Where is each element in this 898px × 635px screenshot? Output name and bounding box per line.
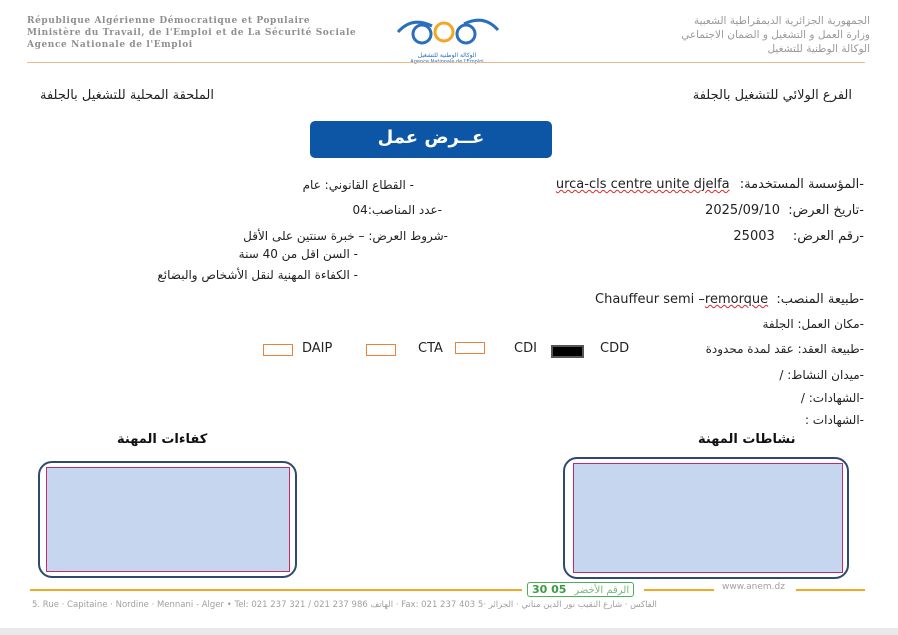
conditions-line3: - الكفاءة المهنية لنقل الأشخاص والبضائع [157, 268, 358, 282]
footer-rule-mid [644, 589, 714, 591]
header-divider [27, 62, 865, 63]
position-value-a: Chauffeur semi – [595, 292, 705, 307]
employer-label: -المؤسسة المستخدمة: [739, 177, 864, 192]
header-ar-line2: وزارة العمل و التشغيل و الضمان الاجتماعي [681, 29, 870, 41]
header-fr-line3: Agence Nationale de l'Emploi [27, 40, 193, 50]
certificates-field-2: -الشهادات : [804, 413, 864, 427]
employer-row [556, 177, 864, 192]
footer-rule-right [796, 589, 865, 591]
position-value [595, 292, 768, 307]
header-fr-line2: Ministère du Travail, de l'Emploi et de La Sécurité Sociale [27, 28, 357, 38]
date-label: -تاريخ العرض: [788, 203, 864, 218]
contract-field: -طبيعة العقد: عقد لمدة محدودة [705, 342, 864, 356]
conditions-line2: - السن اقل من 40 سنة [238, 247, 358, 261]
footer-rule-left [30, 589, 522, 591]
workplace-field: -مكان العمل: الجلفة [762, 317, 864, 331]
cdd-label: CDD [600, 341, 630, 356]
cta-label: CTA [418, 341, 443, 356]
employer-value: urca-cls centre unite djelfa [555, 177, 730, 192]
date-row [705, 203, 864, 218]
anem-logo-icon [392, 14, 502, 48]
daip-checkbox[interactable] [263, 344, 293, 356]
green-number: 30 05 [532, 583, 567, 596]
competencies-heading: كفاءات المهنة [117, 432, 208, 447]
competencies-textbox[interactable] [46, 467, 290, 572]
footer-address: 5. Rue · Capitaine · Nordine · Mennani - Alger • Tel: 021 237 321 / 021 237 986 الهاتف · Fax: 021 237 403 الفاكس · شارع النقيب نور الدين مناني · الجزائر ·5 [32, 600, 657, 610]
logo-caption-fr: Agence Nationale de l'Emploi [410, 59, 484, 65]
branch-right: الفرع الولائي للتشغيل بالجلفة [692, 88, 852, 103]
page-title: عــرض عمل [310, 121, 552, 158]
header-ar-line1: الجمهورية الجزائرية الديمقراطية الشعبية [693, 15, 870, 27]
position-label: -طبيعة المنصب: [776, 292, 864, 307]
certificates-field-1: -الشهادات: / [800, 391, 864, 405]
green-label: الرقم الأخضر [574, 585, 630, 596]
branch-left: الملحقة المحلية للتشغيل بالجلفة [40, 88, 215, 103]
activities-textbox[interactable] [573, 463, 843, 573]
activities-heading: نشاطات المهنة [698, 432, 796, 447]
logo-caption-ar: الوكالة الوطنية للتشغيل [417, 52, 477, 59]
number-value: 25003 [733, 229, 775, 244]
sector-field: - القطاع القانوني: عام [302, 178, 414, 192]
cdd-checkbox[interactable] [551, 345, 584, 358]
green-number-badge [527, 582, 634, 597]
position-row [595, 292, 864, 307]
header-ar-line3: الوكالة الوطنية للتشغيل [767, 43, 870, 55]
header-fr-line1: République Algérienne Démocratique et Populaire [27, 16, 311, 26]
positions-field: -عدد المناصب:04 [352, 203, 442, 217]
conditions-line1: -شروط العرض: – خبرة سنتين على الأقل [243, 229, 448, 243]
position-value-b: remorque [704, 292, 769, 307]
website-link[interactable]: www.anem.dz [722, 582, 785, 592]
cdi-label: CDI [514, 341, 537, 356]
activity-field: -ميدان النشاط: / [779, 368, 864, 382]
cdi-checkbox[interactable] [455, 342, 485, 354]
date-value: 2025/09/10 [705, 203, 781, 218]
number-label: -رقم العرض: [792, 229, 864, 244]
daip-label: DAIP [302, 341, 333, 356]
anem-logo [392, 14, 502, 65]
number-row [733, 229, 864, 244]
page-bottom-edge [0, 628, 898, 635]
cta-checkbox[interactable] [366, 344, 396, 356]
